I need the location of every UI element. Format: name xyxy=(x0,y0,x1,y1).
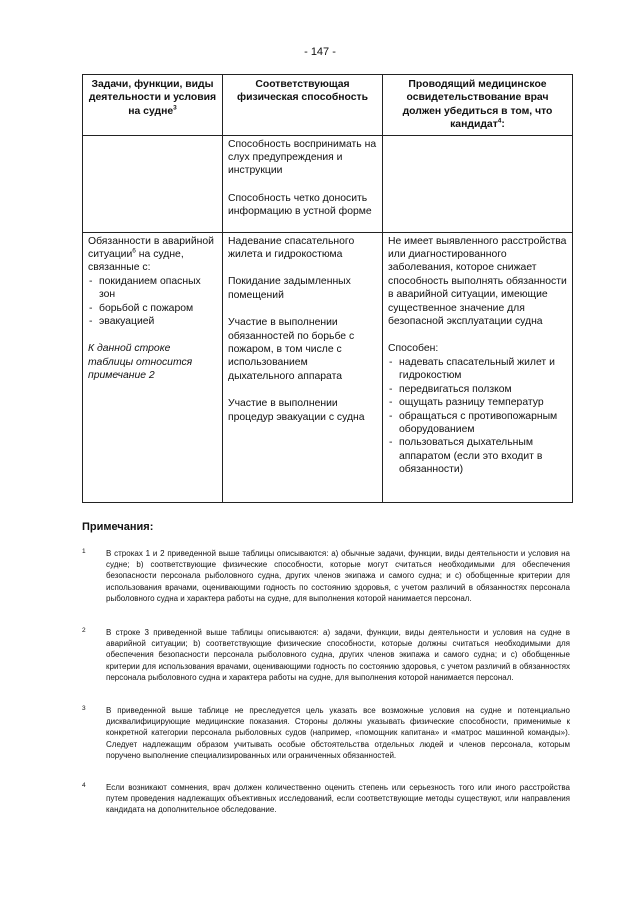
note-3 xyxy=(82,705,570,761)
table-row xyxy=(83,135,573,232)
row1-col2 xyxy=(223,135,383,232)
ability-text: Способность четко доносить информацию в устной форме xyxy=(228,192,372,218)
requirements-table xyxy=(82,74,573,503)
ability-text: Надевание спасательного жилета и гидрокостюма xyxy=(228,235,355,261)
row-note: К данной строке таблицы относится примечание 2 xyxy=(88,343,193,382)
list-item: - ощущать разницу температур xyxy=(388,396,567,409)
emergency-list xyxy=(88,275,217,329)
note-text: В строках 1 и 2 приведенной выше таблицы описываются: а) обычные задачи, функции, виды деятельности и условия на судне; b) соответствующие физические способности, которые могут считаться необходимыми для обеспечения безопасности персонала рыболовного судна, других членов экипажа и самого судна; и c) обобщенные критерии для использования врачами, оценивающими годность по состоянию здоровья, с учетом различий в обязанностях персонала рыболовного судна и характера работы на судне, для выполнения которой нанимается персонал. xyxy=(106,549,570,603)
note-4 xyxy=(82,782,570,816)
page-number: - 147 - xyxy=(304,46,336,58)
row1-col1 xyxy=(83,135,223,232)
row2-col3 xyxy=(383,232,573,502)
note-number: 4 xyxy=(82,782,86,789)
table-header-row xyxy=(83,75,573,136)
criteria-text: Не имеет выявленного расстройства или диагностированного заболевания, которое снижает способность выполнять обязанности в аварийной ситуации, имеющие существенное значение для безопасной эксплуатации судна xyxy=(388,235,567,328)
list-item: - передвигаться ползком xyxy=(388,383,567,396)
note-text: В строке 3 приведенной выше таблицы описываются: а) задачи, функции, виды деятельности и условия на судне в аварийной ситуации; b) соответствующие физические способности, которые должны считаться необходимыми для обеспечения безопасности персонала рыболовного судна, других членов экипажа и самого судна; и c) обобщенные критерии для использования врачами, оценивающими годность по состоянию здоровья, с учетом различий в обязанностях персонала рыболовного судна и характера работы на судне, для выполнения которой нанимается персонал. xyxy=(106,628,570,682)
note-text: В приведенной выше таблице не преследуется цель указать все возможные условия на судне и потенциально дисквалифицирующие медицинские показания. Стороны должны указывать физические способности, применимые к конкретной категории персонала рыболовных судов (например, «помощник капитана» и «матрос машинной команды»). Следует надлежащим образом учитывать особые обстоятельства отдельных людей и членов персонала, которым поручено выполнение специализированных или ограниченных обязанностей. xyxy=(106,706,570,760)
header-tasks: Задачи, функции, виды деятельности и условия на судне$^3$ xyxy=(83,75,223,136)
able-lead: Способен: xyxy=(388,343,439,355)
notes-title: Примечания: xyxy=(82,521,154,533)
ability-text: Покидание задымленных помещений xyxy=(228,276,351,301)
ability-text: Участие в выполнении обязанностей по борьбе с пожаром, в том числе с использованием дыхательного аппарата xyxy=(228,317,355,382)
note-number: 3 xyxy=(82,705,86,712)
list-item: - покиданием опасных зон xyxy=(88,275,217,302)
table-row xyxy=(83,232,573,502)
note-2 xyxy=(82,627,570,683)
list-item: - пользоваться дыхательным аппаратом (если это входит в обязанности) xyxy=(388,436,567,476)
list-item: - обращаться с противопожарным оборудованием xyxy=(388,410,567,437)
list-item: - эвакуацией xyxy=(88,315,217,328)
abilities-list xyxy=(388,356,567,477)
note-text: Если возникают сомнения, врач должен количественно оценить степень или серьезность того или иного расстройства путем проведения надлежащих объективных исследований, если соответствующие методы существуют, или направления кандидата на дополнительное обследование. xyxy=(106,783,570,815)
row1-col3 xyxy=(383,135,573,232)
header-doctor-check: Проводящий медицинское освидетельствование врач должен убедиться в том, что кандидат$^4$: xyxy=(383,75,573,136)
list-item: - надевать спасательный жилет и гидрокостюм xyxy=(388,356,567,383)
note-1 xyxy=(82,548,570,604)
ability-text: Участие в выполнении процедур эвакуации с судна xyxy=(228,398,365,423)
header-physical-ability: Соответствующая физическая способность xyxy=(223,75,383,136)
ability-text: Способность воспринимать на слух предупреждения и инструкции xyxy=(228,138,377,177)
row2-col1: Обязанности в аварийной ситуации$^6$ на судне, связанные с: - покиданием опасных зон - борьбой с пожаром - эвакуацией К данной строке таблицы относится примечание 2 xyxy=(83,232,223,502)
row2-col2 xyxy=(223,232,383,502)
note-number: 2 xyxy=(82,627,86,634)
note-number: 1 xyxy=(82,548,86,555)
list-item: - борьбой с пожаром xyxy=(88,302,217,315)
